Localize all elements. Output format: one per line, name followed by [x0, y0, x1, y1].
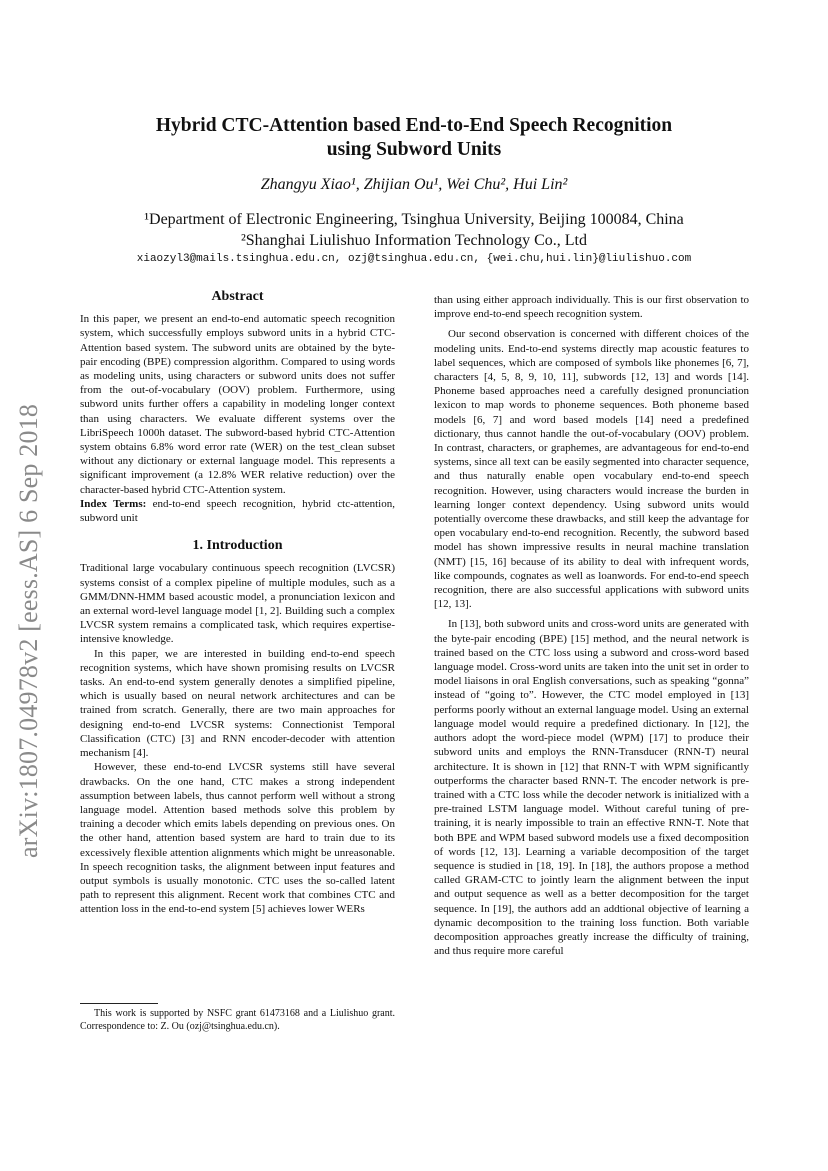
paper-title	[100, 114, 728, 162]
intro-paragraph-2: In this paper, we are interested in building end-to-end speech recognition systems, which have shown promising results on LVCSR tasks. An end-to-end system generally denotes a simplified pipeline, which is usually based on neural network architectures and can be trained from scratch. Generally, there are two main approaches for designing end-to-end LVCSR systems: Connectionist Temporal Classification (CTC) [3] and RNN encoder-decoder with attention mechanism [4].	[80, 647, 395, 760]
author-emails: xiaozyl3@mails.tsinghua.edu.cn, ozj@tsinghua.edu.cn, {wei.chu,hui.lin}@liulishuo.com	[136, 253, 692, 265]
left-column	[80, 290, 395, 917]
right-paragraph-3: In [13], both subword units and cross-word units are generated with the byte-pair encoding (BPE) [15] method, and the neural network is trained based on the CTC loss using a subword and cross-word based language model. Cross-word units are taken into the unit set in order to model liaisons in oral English conversations, such as speaking “gonna” instead of “going to”. However, the CTC model employed in [13] performs poorly without an external language model. Using an external language model would require a predefined dictionary. In [12], the authors adopt the word-piece model (WPM) [17] to produce their subword units and employs the RNN-Transducer (RNN-T) neural architecture. It is shown in [12] that RNN-T with WPM significantly outperforms the character based RNN-T. The encoder network is pre-trained with a CTC loss while the decoder network is initialized with a pre-trained LSTM language model. Without careful tuning of pre-training, it is nearly impossible to train an effective RNN-T. Note that both BPE and WPM based subword models use a fixed decomposition of words [12, 13]. Learning a variable decomposition of the target sequence is studied in [18, 19]. In [18], the authors propose a method called GRAM-CTC to jointly learn the alignment between the input and output sequence as well as a better decomposition for the target sequence. In [19], the authors add an addtional objective of learning a dynamic decomposition to the training loss function. Both variable decomposition approaches greatly increase the difficulty of training, and thus require more careful	[434, 618, 749, 958]
introduction-heading: 1. Introduction	[192, 538, 283, 554]
affiliations	[100, 209, 728, 251]
right-paragraph-2: Our second observation is concerned with different choices of the modeling units. End-to-end systems directly map acoustic features to label sequences, which are composed of symbols like phonemes [6, 7], characters [4, 5, 8, 9, 10, 11], subwords [12, 13] and words [14]. Phoneme based approaches need a carefully designed pronunciation lexicon to map words to phoneme sequences. Both phoneme based models [6, 7] and word based models [14] need a predefined dictionary, thus cannot handle the out-of-vocabulary (OOV) problem. In contrast, characters, or graphemes, are advantageous for end-to-end systems, since all text can be easily segmented into character sequence, and thus naturally enable open vocabulary end-to-end speech recognition. However, using characters would increase the burden in learning longer context dependency. Using subword units would potentially overcome these drawbacks, and still keep the advantage for open vocabulary end-to-end recognition. Recently, the subword based model has shown impressive results in neural machine translation (NMT) [15, 16] because of its ability to deal with infrequent words, like compounds, cognates as well as loanwords. For end-to-end speech recognition, there are also successful applications with subword units [12, 13].	[434, 328, 749, 611]
affiliation-2: ²Shanghai Liulishuo Information Technology Co., Ltd	[240, 232, 587, 249]
index-terms-text: end-to-end speech recognition, hybrid ctc-attention, subword unit	[80, 497, 395, 525]
right-column	[434, 293, 749, 958]
title-line-2: using Subword Units	[326, 139, 502, 160]
abstract-text: In this paper, we present an end-to-end automatic speech recognition system, which successfully employs subword units in a hybrid CTC-Attention based system. The subword units are obtained by the byte-pair encoding (BPE) compression algorithm. Compared to using words as modeling units, using characters or subword units does not suffer from the out-of-vocabulary (OOV) problem. Furthermore, using subword units further offers a capability in modeling longer context than using characters. We evaluate different systems over the LibriSpeech 1000h dataset. The subword-based hybrid CTC-Attention system obtains 6.8% word error rate (WER) on the test_clean subset without any dictionary or external language model. This represents a significant improvement (a 12.8% WER relative reduction) over the character-based hybrid CTC-Attention system.	[80, 313, 395, 496]
abstract-heading: Abstract	[211, 289, 264, 304]
affiliation-1: ¹Department of Electronic Engineering, Tsinghua University, Beijing 100084, China	[144, 211, 684, 228]
index-terms-label: Index Terms:	[80, 497, 147, 510]
footnote-rule	[80, 1003, 158, 1004]
title-line-1: Hybrid CTC-Attention based End-to-End Speech Recognition	[155, 115, 673, 136]
right-paragraph-1: than using either approach individually. This is our first observation to improve end-to-end speech recognition system.	[434, 294, 749, 321]
author-list: Zhangyu Xiao¹, Zhijian Ou¹, Wei Chu², Hui Lin²	[260, 176, 568, 193]
intro-paragraph-3: However, these end-to-end LVCSR systems still have several drawbacks. On the one hand, CTC makes a strong independent assumption between labels, thus cannot perform well without a strong language model. Attention based methods solve this problem by training a decoder which emits labels depending on previous ones. On the other hand, attention based system are hard to train due to its excessively flexible attention alignments which might be unreasonable. In speech recognition tasks, the alignment between input features and output symbols is usually monotonic. CTC uses the so-called latent path to represent this alignment. Recent work that combines CTC and attention loss in the end-to-end system [5] achieves lower WERs	[80, 761, 395, 916]
intro-paragraph-1: Traditional large vocabulary continuous speech recognition (LVCSR) systems consist of a complex pipeline of multiple modules, such as a GMM/DNN-HMM based acoustic model, a pronunciation lexicon and an external word-level language model [1, 2]. Building such a complex LVCSR system remains a complicated task, which requires expertise-intensive knowledge.	[80, 562, 395, 646]
index-terms	[80, 497, 395, 525]
footnote: This work is supported by NSFC grant 61473168 and a Liulishuo grant. Correspondence to: Z. Ou (ozj@tsinghua.edu.cn).	[80, 1008, 395, 1032]
arxiv-identifier: arXiv:1807.04978v2 [eess.AS] 6 Sep 2018	[14, 403, 43, 858]
